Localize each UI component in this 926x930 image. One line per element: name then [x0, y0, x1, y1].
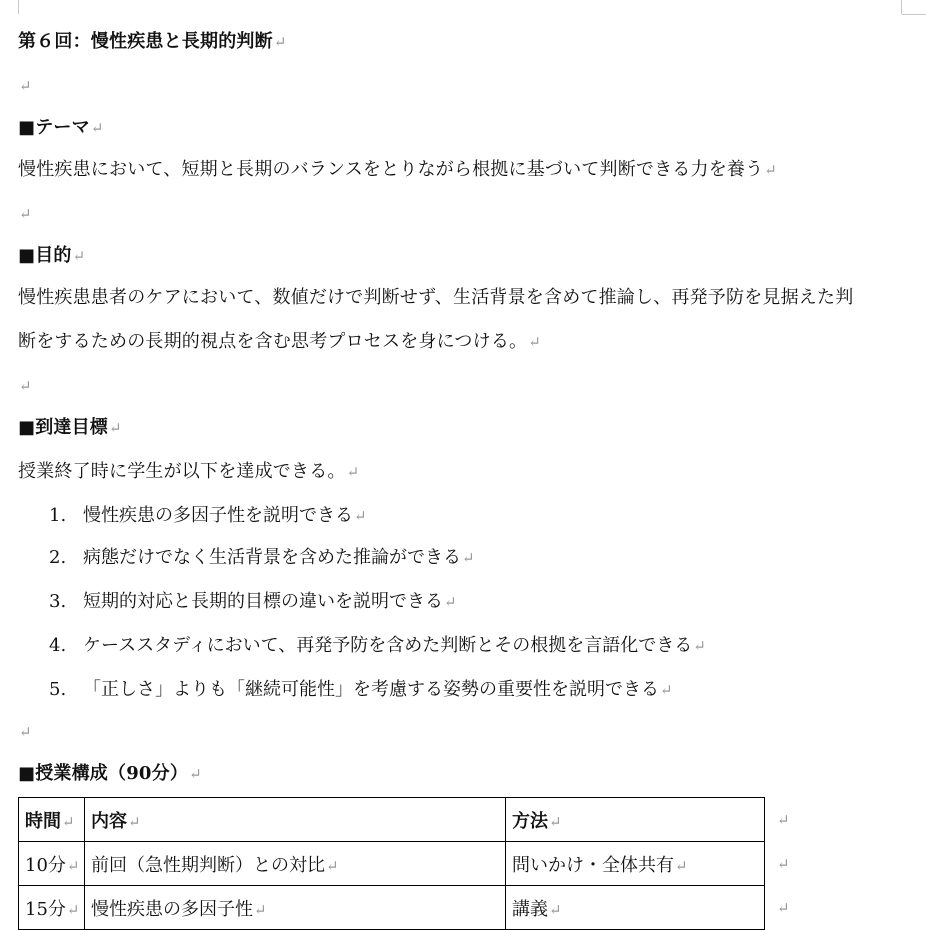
paragraph-mark: ↵	[19, 77, 32, 95]
table-cell: 講義↵	[506, 886, 765, 930]
list-item-number: 2.	[49, 547, 67, 568]
cell-mark: ↵	[66, 856, 80, 875]
list-item: 病態だけでなく生活背景を含めた推論ができる↵	[83, 547, 475, 568]
empty-paragraph	[18, 375, 32, 397]
cell-mark: ↵	[549, 812, 562, 831]
purpose-heading: ■目的↵	[18, 245, 86, 266]
schedule-table	[18, 797, 765, 930]
paragraph-mark: ↵	[19, 723, 32, 741]
table-cell: 慢性疾患の多因子性↵	[85, 886, 506, 930]
paragraph-mark: ↵	[444, 593, 457, 611]
purpose-text-line1: 慢性疾患患者のケアにおいて、数値だけで判断せず、生活背景を含めて推論し、再発予防を見据えた判	[18, 287, 854, 308]
list-item-number: 3.	[49, 591, 67, 612]
empty-paragraph	[18, 721, 32, 743]
list-item: 慢性疾患の多因子性を説明できる↵	[83, 505, 367, 526]
crop-mark-top-left	[18, 0, 19, 14]
paragraph-mark: ↵	[19, 205, 32, 223]
list-item: ケーススタディにおいて、再発予防を含めた判断とその根拠を言語化できる↵	[83, 635, 706, 656]
table-cell: 10分↵	[19, 842, 85, 886]
crop-mark-top-right-h	[902, 14, 926, 15]
crop-mark-top-right	[901, 0, 902, 14]
paragraph-mark: ↵	[109, 419, 122, 437]
paragraph-mark: ↵	[90, 119, 104, 137]
row-end-mark: ↵	[777, 855, 790, 873]
purpose-text-line2: 断をするための長期的視点を含む思考プロセスを身につける。↵	[18, 331, 542, 352]
cell-mark: ↵	[675, 856, 688, 875]
paragraph-mark: ↵	[72, 247, 86, 265]
table-header-cell: 方法↵	[506, 798, 765, 842]
cell-mark: ↵	[62, 812, 75, 831]
list-item-number: 1.	[49, 505, 67, 526]
table-cell: 前回（急性期判断）との対比↵	[85, 842, 506, 886]
list-item: 「正しさ」よりも「継続可能性」を考慮する姿勢の重要性を説明できる↵	[83, 679, 673, 700]
paragraph-mark: ↵	[346, 463, 360, 481]
list-item-number: 5.	[49, 679, 67, 700]
paragraph-mark: ↵	[764, 161, 778, 179]
table-header-row	[19, 798, 765, 842]
list-item: 短期的対応と長期的目標の違いを説明できる↵	[83, 591, 457, 612]
table-header-cell: 時間↵	[19, 798, 85, 842]
paragraph-mark: ↵	[354, 507, 367, 525]
table-cell: 15分↵	[19, 886, 85, 930]
empty-paragraph	[18, 203, 32, 225]
goals-heading: ■到達目標↵	[18, 417, 122, 438]
empty-paragraph	[18, 75, 32, 97]
table-header-cell: 内容↵	[85, 798, 506, 842]
paragraph-mark: ↵	[660, 681, 673, 699]
cell-mark: ↵	[66, 900, 80, 919]
paragraph-mark: ↵	[693, 637, 706, 655]
cell-mark: ↵	[326, 856, 339, 875]
row-end-mark: ↵	[777, 899, 790, 917]
cell-mark: ↵	[549, 900, 562, 919]
table-row	[19, 842, 765, 886]
goals-intro: 授業終了時に学生が以下を達成できる。↵	[18, 461, 360, 482]
cell-mark: ↵	[254, 900, 267, 919]
row-end-mark: ↵	[777, 811, 790, 829]
cell-mark: ↵	[128, 812, 141, 831]
paragraph-mark: ↵	[19, 377, 32, 395]
paragraph-mark: ↵	[189, 765, 202, 783]
table-row	[19, 886, 765, 930]
paragraph-mark: ↵	[528, 333, 542, 351]
theme-heading: ■テーマ↵	[18, 117, 104, 138]
structure-heading: ■授業構成（90分）↵	[18, 763, 202, 784]
list-item-number: 4.	[49, 635, 67, 656]
document-title: 第６回：慢性疾患と長期的判断↵	[18, 31, 287, 52]
paragraph-mark: ↵	[462, 549, 475, 567]
table-cell: 問いかけ・全体共有↵	[506, 842, 765, 886]
paragraph-mark: ↵	[273, 33, 287, 51]
theme-text: 慢性疾患において、短期と長期のバランスをとりながら根拠に基づいて判断できる力を養う↵	[18, 159, 778, 180]
